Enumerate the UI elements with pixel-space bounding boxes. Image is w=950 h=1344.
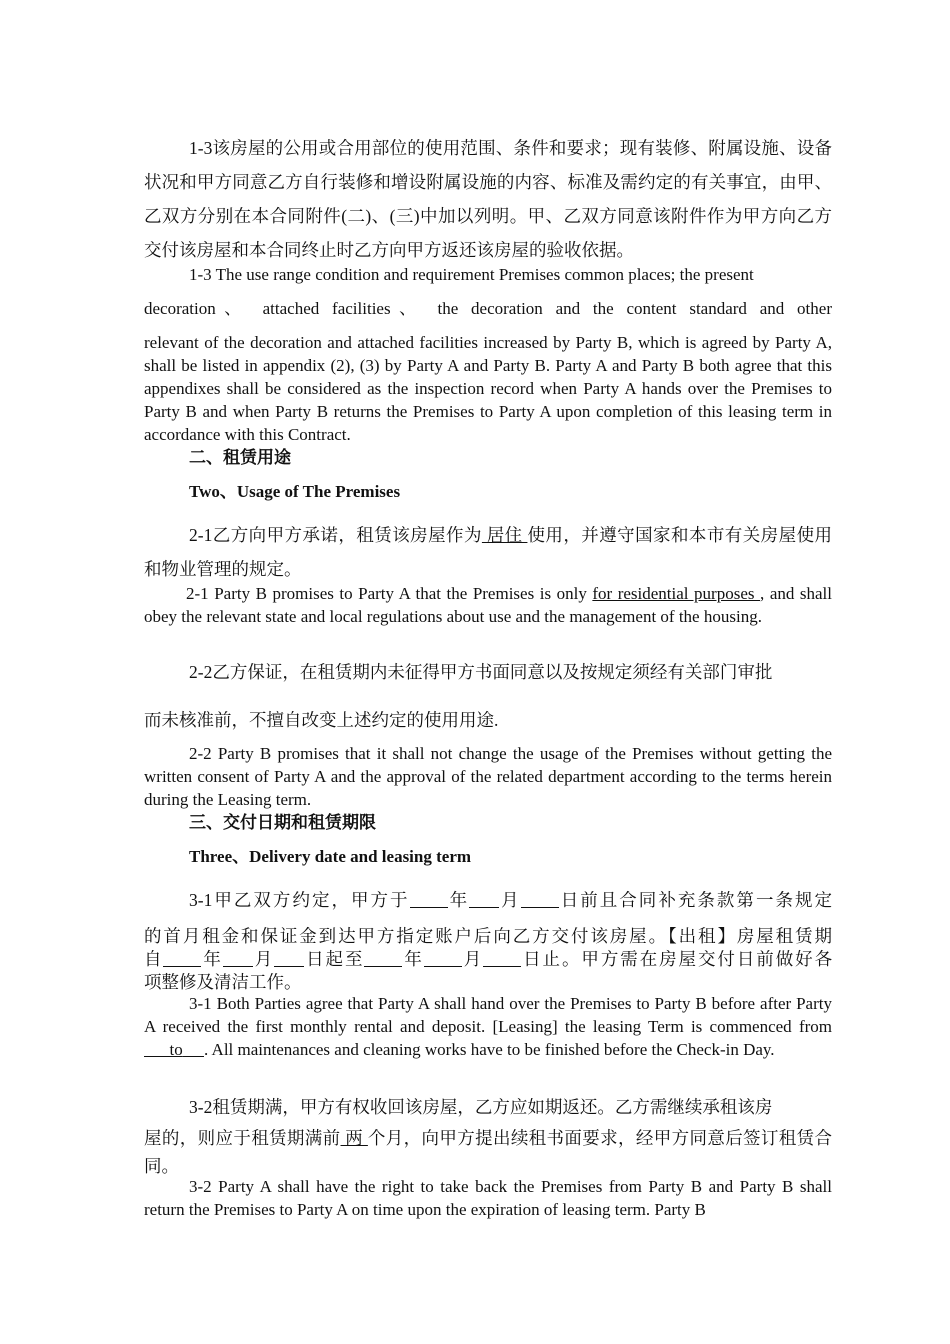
term-end-month-blank [424, 949, 462, 967]
clause-3-1-zh-line4: 项整修及清洁工作。 [144, 972, 302, 992]
delivery-month-blank [469, 890, 499, 908]
clause-3-2-zh-line1: 3-2租赁期满，甲方有权收回该房屋，乙方应如期返还。乙方需继续承租该房 [189, 1097, 773, 1117]
clause-1-3-en-line1: 1-3 The use range condition and requirement Premises common places; the present [189, 265, 754, 284]
clause-1-3-zh: 1-3该房屋的公用或合用部位的使用范围、条件和要求；现有装修、附属设施、设备状况和甲方同意乙方自行装修和增设附属设施的内容、标准及需约定的有关事宜，由甲、乙双方分别在本合同附件(二)、(三)中加以列明。甲、乙双方同意该附件作为甲方向乙方交付该房屋和本合同终止时乙方向甲方返还该房屋的验收依据。 [144, 138, 832, 260]
usage-residential-field: for residential purposes [592, 584, 761, 603]
term-start-month-blank [223, 949, 253, 967]
usage-residence-field: 居住 [481, 525, 528, 545]
clause-3-1-en: 3-1 Both Parties agree that Party A shall hand over the Premises to Party B before after Party A received the first monthly rental and deposit. [Leasing] the leasing Term is commenced from to . All maintenances and cleaning works have to be finished before the Check-in Day. [144, 994, 832, 1059]
clause-3-1-zh-line2: 的首月租金和保证金到达甲方指定账户后向乙方交付该房屋。【出租】房屋租赁期 [144, 926, 832, 946]
clause-2-2-zh-line1: 2-2乙方保证，在租赁期内未征得甲方书面同意以及按规定须经有关部门审批 [189, 662, 773, 682]
term-end-year-blank [364, 949, 402, 967]
clause-2-1-en: 2-1 Party B promises to Party A that the Premises is only for residential purposes , and shall obey the relevant state and local regulations about use and the management of the housing. [144, 584, 832, 626]
clause-3-1-zh-line3: 自 年 月 日起至 年 月 日止。甲方需在房屋交付日前做好各 [144, 949, 833, 969]
clause-2-2-en: 2-2 Party B promises that it shall not change the usage of the Premises without getting the written consent of Party A and the approval of the related department according to the terms herein during the Leasing term. [144, 744, 832, 809]
clause-3-2-zh-rest: 屋的，则应于租赁期满前 两 个月，向甲方提出续租书面要求，经甲方同意后签订租赁合同。 [144, 1128, 833, 1176]
renewal-notice-months-field: 两 [340, 1128, 368, 1148]
term-start-year-blank [163, 949, 201, 967]
clause-1-3-en-line2: decoration、 attached facilities、 the decoration and the content standard and other [144, 299, 832, 318]
section-3-title-zh: 三、交付日期和租赁期限 [189, 813, 376, 832]
delivery-year-blank [410, 890, 448, 908]
clause-2-2-zh-line2: 而未核准前，不擅自改变上述约定的使用用途. [144, 710, 499, 730]
clause-3-2-en: 3-2 Party A shall have the right to take back the Premises from Party B and Party B shall return the Premises to Party A on time upon the expiration of leasing term. Party B [144, 1177, 832, 1219]
section-2-title-en: Two、Usage of The Premises [189, 482, 401, 501]
clause-1-3-en-rest: relevant of the decoration and attached facilities increased by Party B, which is agreed by Party A, shall be listed in appendix (2), (3) by Party A and Party B. Party A and Party B both agree that this appendixes shall be considered as the inspection record when Party A hands over the Premises to Party B and when Party B returns the Premises to Party A upon completion of this leasing term in accordance with this Contract. [144, 333, 832, 444]
clause-3-1-zh-line1: 3-1甲乙双方约定，甲方于 年 月 日前且合同补充条款第一条规定 [189, 890, 833, 910]
clause-2-1-zh: 2-1乙方向甲方承诺，租赁该房屋作为 居住 使用，并遵守国家和本市有关房屋使用和物业管理的规定。 [144, 525, 833, 579]
term-start-day-blank [274, 949, 304, 967]
term-end-day-blank [483, 949, 521, 967]
section-2-title-zh: 二、租赁用途 [189, 448, 291, 467]
delivery-day-blank [521, 890, 559, 908]
term-period-field: to [169, 1040, 183, 1059]
section-3-title-en: Three、Delivery date and leasing term [189, 847, 472, 866]
